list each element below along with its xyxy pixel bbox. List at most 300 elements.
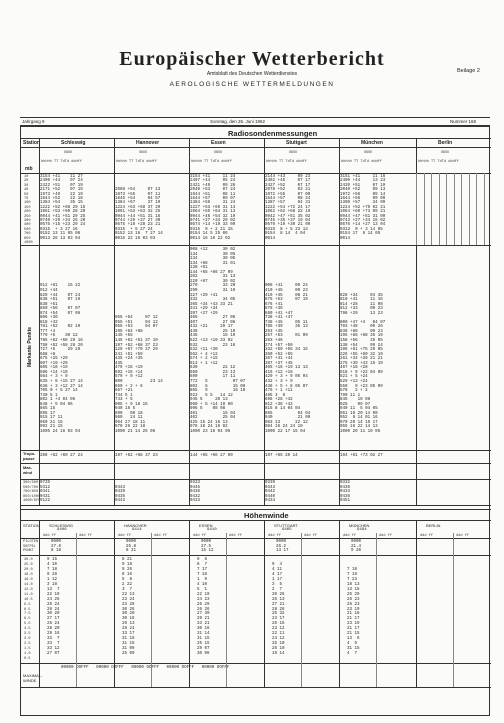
significant-cell: 675 +53 07 19 — [265, 298, 308, 303]
standard-cell: 1384 +57 37 19 — [115, 201, 161, 206]
pressure-level: 10 — [24, 175, 29, 179]
standard-cell: 1644 +57 08 24 — [265, 197, 311, 201]
height-wind-cell: 30 16 — [197, 627, 210, 632]
standard-cell: 0313 0 + 3 14 05 — [340, 227, 383, 232]
layer-cell: 9312 — [40, 485, 51, 490]
column-header: hhhhh TT TdTd dddff — [191, 160, 232, 164]
layer-cell: 0332 — [340, 481, 351, 485]
height-wind-cell: 33 7 — [47, 637, 60, 642]
standard-cell: 1224 +52 +70 02 21 — [340, 205, 386, 210]
wind-column-header: ddd ff — [268, 533, 281, 538]
height-wind-cell: 13 7 — [47, 587, 60, 592]
wind-summary-cell: 27.8 — [51, 544, 62, 549]
rule — [21, 687, 491, 688]
standard-cell: 1644 +52 22 18 — [40, 197, 83, 201]
pressure-level: 500 — [24, 227, 31, 232]
significant-cell: 274 +57 +50 — [265, 343, 293, 348]
significant-cell: 522 +13 +19 33 02 — [190, 339, 233, 343]
height-wind-cell: 4 7 — [347, 652, 358, 657]
significant-cell: 690 17 11 — [190, 375, 236, 380]
significant-cell: 197 +52 +68 37 23 — [115, 343, 158, 348]
station-name: München — [361, 140, 383, 146]
height-wind-cell: 26 23 — [347, 597, 360, 602]
vertical-label: Markante Punkte — [27, 326, 33, 367]
standard-cell: 0319 8 + 5 23 13 — [265, 227, 308, 232]
standard-cell: 1061 +53 +63 32 25 — [115, 210, 161, 215]
wind-station-name: ESSEN — [199, 523, 213, 528]
significant-cell: 912 +61 15 22 — [40, 284, 81, 289]
layer-cell: 0451 — [340, 499, 351, 504]
height-wind-cell: 26 24 — [47, 602, 60, 607]
significant-cell: 1000 21 14 25 06 — [115, 430, 156, 434]
layer-label: 850/1000 — [23, 494, 41, 499]
height-wind-cell: 7 19 — [347, 572, 358, 577]
height-wind-cell: 23 19 — [347, 622, 360, 627]
significant-cell: 202 31 13 — [190, 275, 236, 280]
height-wind-cell: 31 14 — [197, 632, 210, 637]
standard-cell: 2420 +51 07 19 — [340, 183, 386, 188]
significant-cell: 416 +12 +16 — [265, 370, 293, 375]
standard-cell: 2490 +44 13 23 — [340, 179, 386, 184]
column-header: hhhhh TT TdTd dddff — [341, 160, 382, 164]
significant-cell: 945 5 20 13 — [190, 398, 228, 403]
column-divider — [264, 138, 265, 505]
significant-cell: 1000 20 11 19 05 — [340, 430, 381, 434]
layer-cell: 0431 — [40, 494, 51, 499]
wind-summary-cell: 9 20 — [351, 549, 362, 554]
significant-cell: 802 1 +4 04 06 — [40, 398, 76, 403]
significant-cell: 532 +11 +30 — [190, 348, 218, 353]
obs-time: 0600 — [289, 150, 297, 154]
significant-cell: 521 + 5 +24 — [340, 375, 368, 380]
height-level: 3.0 — [24, 637, 31, 642]
significant-cell: 727 +5 29 29 — [40, 348, 81, 353]
tropopause-cell: 208 +62 +69 27 24 — [40, 454, 83, 458]
height-wind-cell: 8 16 — [122, 572, 133, 577]
wind-row-label: PILOTEN — [23, 540, 39, 544]
standard-cell: 2040 +53 07 24 — [190, 188, 236, 193]
layer-cell: 0440 — [265, 494, 276, 499]
issue-info-bar — [20, 117, 490, 126]
wind-summary-cell: 0600 — [351, 540, 362, 544]
height-level: 2.5 — [24, 642, 31, 647]
significant-cell: 332 34 05 — [190, 298, 236, 303]
wind-station-code: 9414 — [132, 528, 142, 532]
wind-station-code: 9406 — [57, 528, 67, 532]
height-wind-cell: 5 8 — [122, 577, 133, 582]
wind-row-label: PUNKT — [23, 549, 34, 554]
standard-cell: 0315 + 5 27 24 — [115, 227, 153, 232]
significant-cell: 865 04 04 — [265, 411, 311, 416]
significant-cell: 983 13 22 12 — [265, 420, 308, 425]
significant-cell: 772 5 07 07 — [190, 379, 246, 384]
tropopause-cell: 194 +61 +73 02 27 — [340, 454, 383, 458]
column-divider — [416, 520, 417, 687]
standard-cell: 1064 +55 +64 31 13 — [190, 210, 236, 215]
layer-cell: 0442 — [265, 490, 276, 495]
height-level: 30.0 — [24, 558, 33, 562]
height-wind-cell: 21 15 — [347, 632, 360, 637]
significant-cell: 476 + 1 +11 — [265, 389, 293, 394]
significant-cell: 955 +51 04 12 — [115, 320, 158, 325]
standard-cell: 0014 — [265, 236, 276, 241]
height-wind-cell: 27 07 — [47, 652, 60, 657]
standard-cell: 1972 +55 07 09 — [265, 192, 311, 197]
pressure-level: 30 — [24, 183, 29, 188]
significant-cell: 261 +34 +39 21 21 — [340, 357, 383, 362]
significant-cell: 485 3 8 — [265, 393, 286, 398]
standard-cell: 1944 +51 08 11 — [190, 192, 236, 197]
height-wind-cell: 1 17 — [272, 577, 283, 582]
height-wind-cell: 7 23 — [347, 577, 358, 582]
height-level: 4.5 — [24, 627, 31, 632]
wind-summary-cell: 26.8 — [126, 544, 137, 549]
significant-cell: 960 24 11 — [115, 416, 143, 421]
height-wind-cell: 25 09 — [122, 652, 135, 657]
wind-station-code: 9465 — [282, 528, 292, 532]
wind-station-name: MÜNCHEN — [349, 523, 370, 528]
height-wind-cell: 30 16 — [122, 617, 135, 622]
wind-column-header: ddd ff — [193, 533, 206, 538]
height-wind-cell: 33 17 — [122, 632, 135, 637]
wind-summary-cell: 8 21 — [126, 549, 137, 554]
significant-cell: 836 +68 09 23 — [340, 329, 383, 334]
significant-cell: 890 08 18 — [115, 411, 143, 416]
standard-cell: 0741 +27 +34 29 02 — [190, 219, 236, 223]
significant-cell: 675 +25 +29 — [40, 357, 68, 362]
significant-cell: 419 +45 08 21 — [265, 293, 308, 298]
height-wind-cell: 29 21 — [197, 617, 210, 622]
column-divider — [114, 138, 115, 505]
significant-cell: 438 25 19 — [190, 329, 236, 334]
significant-cell: 850 +56 07 07 — [40, 307, 81, 312]
standard-cell: 0744 +29 +37 27 30 — [115, 219, 161, 223]
significant-cell: 705 0 + 5 27 14 — [40, 389, 78, 394]
standard-cell: 1973 +49 22 19 — [40, 192, 83, 197]
tropopause-cell: 197 +62 +68 37 23 — [115, 454, 158, 458]
rule — [21, 505, 491, 506]
height-wind-cell: 9 15 — [47, 558, 58, 562]
significant-cell: 365 +34 +43 33 21 — [190, 302, 233, 307]
standard-cell: 1390 +57 34 09 — [340, 201, 386, 206]
height-level: 1.0 — [24, 652, 31, 657]
significant-cell: 263 +45 — [265, 329, 283, 334]
station-name: Stuttgart — [286, 140, 307, 146]
pressure-level: 200 — [24, 210, 31, 215]
significant-cell: 327 +29 +41 — [190, 293, 218, 298]
standard-cell: 1645 +54 04 57 — [115, 197, 161, 201]
column-divider — [189, 138, 190, 505]
rule — [21, 138, 491, 139]
significant-cell: 960 + 5 +14 19 00 — [190, 402, 233, 407]
height-level: 10.5 — [24, 597, 33, 602]
significant-cell: 955 +53 04 07 — [115, 325, 158, 330]
height-wind-cell: 29 16 — [47, 632, 60, 637]
significant-cell: 806 +30 — [40, 316, 58, 321]
pressure-level: 40 — [24, 188, 29, 193]
height-wind-cell: 9 18 — [122, 562, 133, 567]
pressure-level: 50 — [24, 192, 29, 197]
standard-cell: 0743 +27 +34 15 02 — [340, 219, 386, 223]
max-wind-label: MAXIMAL- WINDE — [23, 673, 43, 683]
pressure-level: 850 — [24, 236, 31, 241]
column-header: hhhhh TT TdTd dddff — [41, 160, 82, 164]
significant-cell: 848 + 5 04 06 — [40, 402, 73, 407]
obs-time: 0600 — [214, 150, 222, 154]
standard-cell: 0740 +29 +34 26 20 — [40, 219, 86, 223]
standard-cell: 0942 +47 +51 35 02 — [265, 214, 311, 219]
standard-cell: 0154 17 6 14 05 — [340, 232, 381, 237]
height-wind-cell: 1 12 — [47, 577, 58, 582]
significant-cell: 777 +4 — [40, 329, 56, 334]
standard-cell: 1062 +62 +68 22 19 — [265, 210, 311, 215]
wind-summary-cell: 0600 — [276, 540, 287, 544]
significant-cell: 406 27 06 — [190, 316, 236, 321]
significant-cell: 241 +51 +59 — [115, 352, 143, 357]
significant-cell: 978 18 24 16 02 — [190, 425, 228, 430]
issue-number: Nummer 168 — [450, 118, 477, 124]
significant-cell: 138 +54 09 24 — [340, 343, 383, 348]
significant-cell: 226 +55 +60 32 19 — [340, 352, 383, 357]
wind-summary-cell: 8 18 — [51, 549, 62, 554]
significant-cell: 923 5 5 14 12 — [190, 393, 233, 398]
standard-cell: 1384 +56 31 24 — [190, 201, 236, 206]
height-wind-cell: 28 24 — [122, 627, 135, 632]
layer-label: 1000/SFC — [23, 499, 41, 504]
standard-cell: 0944 +41 +51 29 25 — [40, 214, 86, 219]
wind-summary-cell: 0600 — [126, 540, 137, 544]
height-wind-cell: 23 24 — [122, 597, 135, 602]
publisher-line: Amtsblatt des Deutschen Wetterdienstes — [206, 71, 298, 77]
significant-cell: 1005 24 16 03 04 — [40, 430, 81, 434]
significant-cell: 196 +61 +75 29 05 — [340, 348, 383, 353]
standard-cell: 0014 — [340, 236, 351, 241]
volume-label: Jahrgang 9 — [22, 118, 45, 124]
significant-cell: 781 +52 02 19 — [40, 325, 81, 330]
height-wind-cell: 2 7 — [272, 587, 283, 592]
wind-summary-cell: 21.4 — [351, 544, 362, 549]
significant-cell: 680 +41 +47 — [265, 311, 293, 316]
significant-cell: 562 + 4 +12 — [190, 352, 218, 357]
standard-cell: 2078 +52 03 21 — [265, 188, 311, 193]
significant-cell: 845 10 08 — [340, 398, 371, 403]
layer-cell: 0735 — [40, 481, 51, 485]
height-wind-cell: 7 18 — [197, 572, 208, 577]
wind-column-header: ddd ff — [420, 533, 433, 538]
height-wind-cell: 30 26 — [122, 607, 135, 612]
wind-station-code: 9410 — [207, 528, 217, 532]
rule — [21, 173, 491, 174]
pressure-level: 100 — [24, 201, 31, 206]
standard-cell: 0152 13 11 05 06 — [40, 232, 81, 237]
standard-cell: 0944 +46 +54 32 19 — [190, 214, 236, 219]
significant-cell: 940 21 09 — [265, 416, 311, 421]
height-wind-cell: 5 1 — [197, 587, 208, 592]
height-wind-cell: 4 17 — [272, 572, 283, 577]
significant-cell: 613 + 1 +12 — [190, 361, 218, 366]
height-level: 18.0 — [24, 572, 33, 577]
height-wind-cell: 25 32 — [272, 612, 285, 617]
significant-cell: 367 +41 +44 — [265, 357, 293, 362]
height-wind-cell: 22 19 — [197, 592, 210, 597]
rule — [21, 509, 491, 510]
wind-station-header: STATION — [23, 523, 40, 528]
significant-cell: 785 +39 35 13 — [265, 325, 308, 330]
height-wind-cell: 4 10 — [197, 582, 208, 587]
significant-cell: 865 15 — [40, 407, 56, 412]
significant-cell: 564 + 3 + 9 — [40, 375, 68, 380]
significant-cell: 802 6 15 08 — [190, 384, 246, 389]
significant-cell: 401 16 04 — [190, 411, 236, 416]
height-wind-cell: 26 24 — [47, 607, 60, 612]
wind-station-name: SCHLESWIG — [49, 523, 74, 528]
height-level: 6.5 — [24, 617, 31, 622]
height-level: 9.5 — [24, 602, 31, 607]
obs-time: 0600 — [364, 150, 372, 154]
station-header: Station — [23, 140, 40, 146]
height-wind-cell: 2 22 — [122, 582, 133, 587]
height-level: 12.0 — [24, 587, 33, 592]
wind-column-header: ddd ff — [304, 533, 317, 538]
significant-cell: 008 +41 09 24 — [265, 284, 308, 289]
height-wind-cell: 27 30 — [197, 612, 210, 617]
layer-cell: 0445 — [190, 485, 201, 490]
height-wind-cell: 26 26 — [197, 607, 210, 612]
obs-time: 0600 — [441, 150, 449, 154]
page-title: Europäischer Wetterbericht — [119, 48, 385, 70]
significant-cell: 008 +12 30 02 — [190, 248, 236, 252]
column-divider — [339, 138, 340, 505]
significant-cell: 925 09 07 — [340, 402, 371, 407]
significant-cell: 635 + 8 +15 27 14 — [40, 379, 83, 384]
height-wind-cell: 31 09 — [122, 647, 135, 652]
column-header: hhhhh TT TdTd dddff — [116, 160, 157, 164]
significant-cell: 829 +44 07 24 — [40, 293, 81, 298]
significant-cell: 1000 22 17 15 04 — [265, 430, 306, 434]
significant-cell: 676 +41 — [265, 302, 283, 307]
significant-cell: 798 +29 13 23 — [340, 311, 383, 316]
significant-cell: 134 30 05 — [190, 252, 236, 257]
height-wind-cell: 25 13 — [272, 597, 285, 602]
significant-cell: 815 8 14 04 04 — [265, 407, 301, 412]
significant-cell: 134 30 05 — [190, 257, 236, 262]
significant-cell: 607 +19 +29 — [40, 361, 68, 366]
significant-cell: 1000 23 16 04 05 — [190, 430, 231, 434]
height-wind-cell: 3 18 — [47, 582, 58, 587]
significant-cell: 270 33 20 — [190, 284, 236, 289]
standard-cell: 0579 +19 +30 21 09 — [265, 223, 311, 228]
standard-cell: 3154 +41 11 27 — [40, 175, 83, 179]
standard-cell: 1061 +53 +60 28 20 — [40, 210, 86, 215]
standard-cell: 1222 +52 +68 29 16 — [40, 205, 86, 210]
standard-cell: 0576 +14 +27 13 04 — [340, 223, 386, 228]
pressure-level: 70 — [24, 197, 29, 201]
column-divider — [189, 520, 190, 687]
height-level: 16.0 — [24, 577, 33, 582]
significant-cell: 425 15 24 16 13 — [190, 420, 228, 425]
significant-cell: 586 +14 +19 — [40, 370, 68, 375]
standard-cell: 1222 +54 +72 24 17 — [265, 205, 311, 210]
significant-cell: 397 +27 +29 — [190, 311, 218, 316]
wind-column-header: ddd ff — [154, 533, 167, 538]
significant-cell: 814 +28 11 08 — [340, 302, 383, 307]
significant-cell: 158 +56 35 05 — [340, 339, 383, 343]
wind-summary-cell: 13 17 — [276, 549, 289, 554]
layer-cell: 0433 — [190, 499, 201, 504]
wind-summary-cell: 15 12 — [201, 549, 214, 554]
rule — [21, 538, 491, 539]
standard-cell: 3151 +41 11 16 — [340, 175, 386, 179]
height-wind-cell: 22 11 — [272, 632, 285, 637]
layer-cell: 0436 — [340, 485, 351, 490]
height-wind-cell: 9 26 — [122, 567, 133, 572]
height-wind-cell: 22 13 — [122, 592, 135, 597]
standard-cell: 0575 +15 +23 29 24 — [40, 223, 86, 228]
pressure-level: 1000 — [24, 241, 33, 245]
standard-cell: 1387 +57 84 31 — [265, 201, 311, 206]
layer-cell: 0435 — [115, 494, 126, 499]
column-divider — [339, 520, 340, 687]
layer-cell: 0443 — [115, 499, 126, 504]
layer-cell: 0434 — [265, 499, 276, 504]
height-level: 3.5 — [24, 632, 31, 637]
subtitle: AEROLOGISCHE WETTERMELDUNGEN — [169, 81, 335, 88]
significant-cell: 630 22 12 — [190, 366, 236, 371]
height-level: 14.0 — [24, 582, 33, 587]
standard-cell: 1644 +57 09 07 — [190, 197, 236, 201]
significant-cell: 145 +62 +51 37 19 — [115, 339, 158, 343]
height-wind-cell: 26 10 — [272, 647, 285, 652]
significant-cell: 332 +50 +55 34 15 — [265, 348, 308, 353]
significant-cell: 600 23 14 — [115, 379, 163, 384]
height-wind-cell: 3 5 — [272, 582, 283, 587]
station-name: Schleswig — [61, 140, 86, 146]
significant-cell: 838 +51 — [40, 302, 58, 307]
height-level: 20.0 — [24, 567, 33, 572]
column-divider — [114, 520, 115, 687]
significant-cell: 144 +65 +66 27 09 — [190, 270, 233, 275]
wind-column-header: ddd ff — [118, 533, 131, 538]
standard-cell: 1873 +55 07 11 — [115, 192, 161, 197]
significant-cell: 812 +38 +42 — [265, 402, 293, 407]
station-name: Berlin — [438, 140, 453, 146]
significant-cell: 435 — [115, 361, 123, 366]
significant-cell: 964 27 18 11 — [115, 420, 146, 425]
pressure-level: 250 — [24, 214, 31, 219]
wind-column-header: ddd ff — [379, 533, 392, 538]
significant-cell: 668 +8 — [40, 352, 56, 357]
layer-cell: 0432 — [190, 494, 201, 499]
rule — [21, 663, 491, 664]
significant-cell: 758 +52 +58 28 20 — [40, 343, 83, 348]
layer-cell: 0443 — [115, 485, 126, 490]
height-wind-cell: 31 16 — [122, 637, 135, 642]
data-sheet — [20, 126, 490, 716]
height-wind-cell: 31 15 — [122, 642, 135, 647]
height-wind-cell: 8 21 — [122, 558, 133, 562]
layer-cell: 0436 — [190, 490, 201, 495]
standard-cell: 0315 0 + 2 21 15 — [190, 227, 233, 232]
standard-cell: 0745 +35 +37 19 04 — [265, 219, 311, 223]
height-wind-cell: 25 10 — [272, 642, 285, 647]
height-wind-cell: 26 16 — [272, 622, 285, 627]
layer-cell: 9122 — [40, 499, 51, 504]
pressure-level: 300 — [24, 219, 31, 223]
significant-cell: 405 +16 +19 13 13 — [265, 366, 308, 371]
pressure-level: 400 — [24, 223, 31, 228]
height-wind-cell: 20 26 — [272, 592, 285, 597]
height-wind-cell: 31 15 — [197, 637, 210, 642]
